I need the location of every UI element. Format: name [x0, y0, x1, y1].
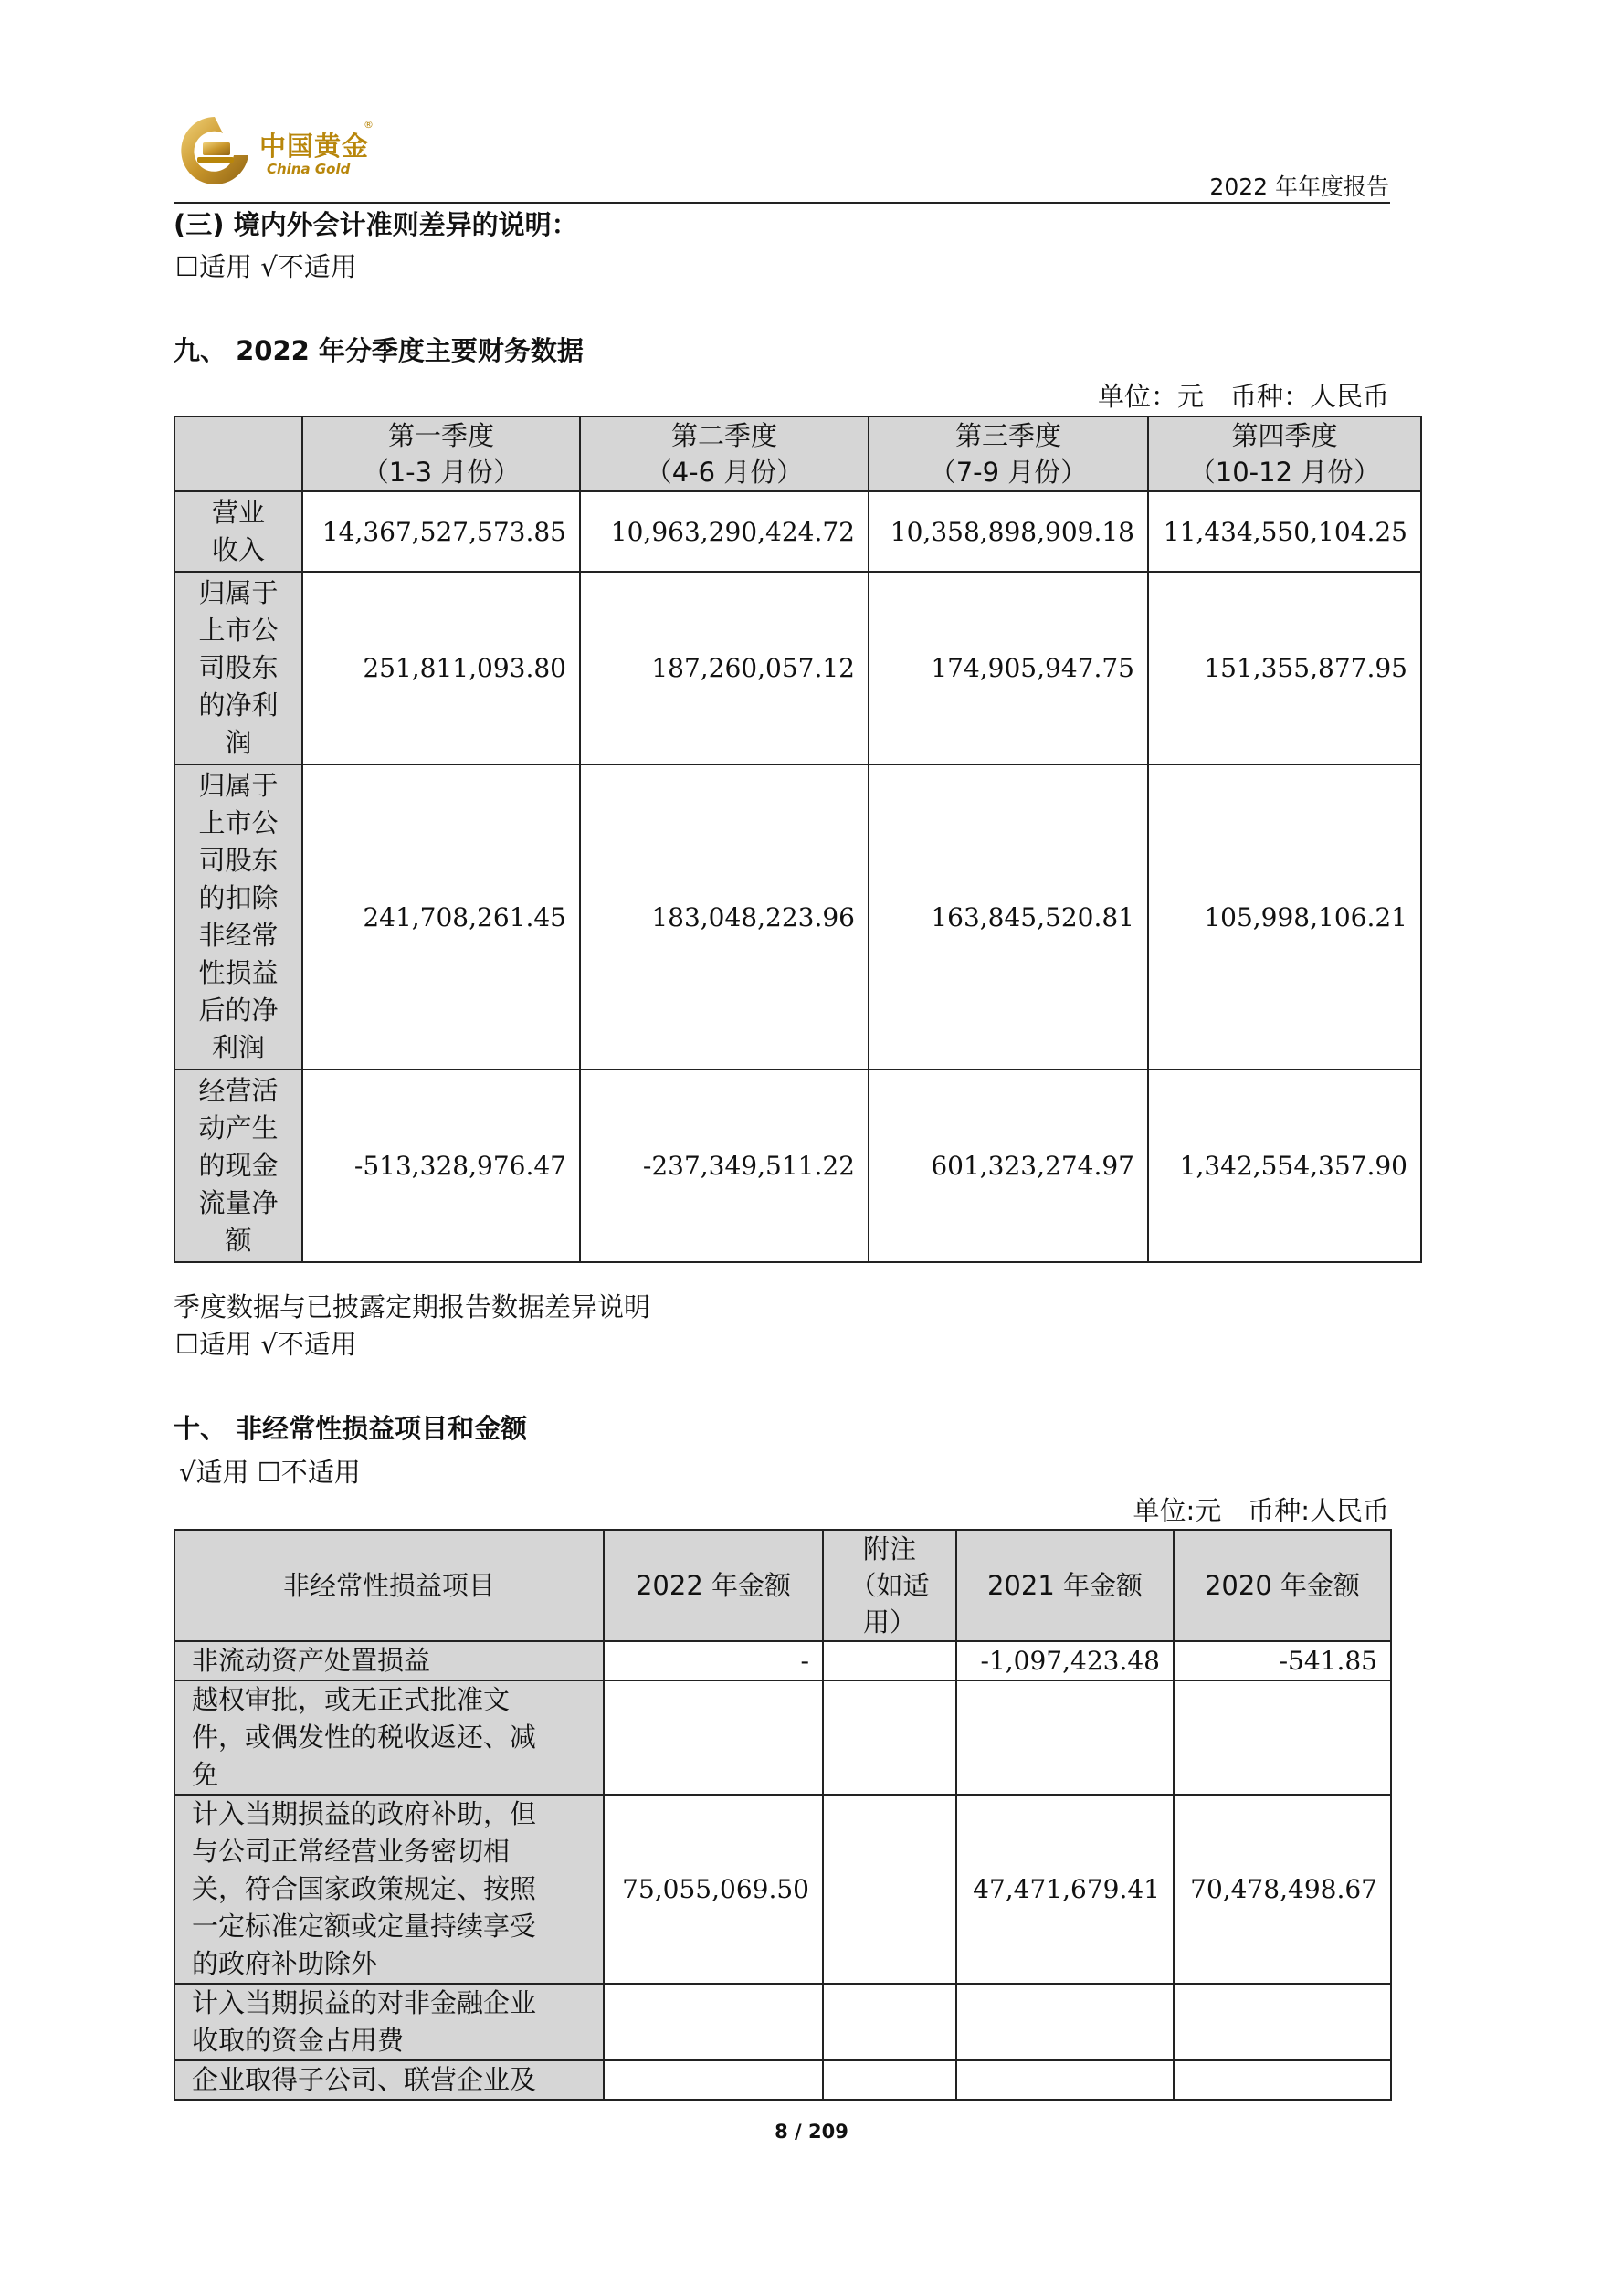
quarter-name: 第二季度	[670, 420, 777, 451]
items-header-row	[174, 1530, 1391, 1641]
row-label-line: 归属于	[198, 577, 279, 608]
non-recurring-items-table	[174, 1529, 1392, 2101]
quarter-name: 第一季度	[387, 420, 494, 451]
amount-2020	[1174, 1984, 1391, 2060]
row-label-line: 归属于	[198, 770, 279, 801]
amount-2020	[1174, 1680, 1391, 1795]
quarter-value-q4: 1,342,554,357.90	[1148, 1069, 1421, 1262]
quarter-header-2	[580, 416, 869, 491]
row-label-line: 营业	[211, 497, 265, 528]
quarterly-financial-table	[174, 416, 1422, 1263]
row-label-line: 性损益	[198, 957, 279, 988]
quarter-data-row	[174, 1069, 1421, 1262]
sec9-note: 季度数据与已披露定期报告数据差异说明	[174, 1291, 651, 1322]
item-row	[174, 1795, 1391, 1984]
quarter-months: （7-9 月份）	[929, 457, 1088, 488]
amount-2021: 47,471,679.41	[956, 1795, 1174, 1984]
quarter-value-q2: -237,349,511.22	[580, 1069, 869, 1262]
item-row	[174, 1641, 1391, 1680]
quarter-value-q4: 151,355,877.95	[1148, 572, 1421, 764]
sec9-heading: 九、 2022 年分季度主要财务数据	[174, 335, 584, 366]
sec3-applicability: ☐适用 √不适用	[175, 251, 357, 282]
amount-2020: 70,478,498.67	[1174, 1795, 1391, 1984]
amount-2021	[956, 1984, 1174, 2060]
quarter-name: 第四季度	[1231, 420, 1338, 451]
quarter-value-q3: 601,323,274.97	[869, 1069, 1148, 1262]
item-label-line: 与公司正常经营业务密切相	[192, 1836, 511, 1867]
amount-2022	[604, 1984, 823, 2060]
row-label-line: 上市公	[198, 807, 279, 838]
header-divider	[174, 202, 1390, 204]
logo-english-name: China Gold	[267, 161, 351, 177]
row-label-line: 额	[225, 1225, 252, 1256]
quarter-value-q2: 187,260,057.12	[580, 572, 869, 764]
quarter-data-row	[174, 491, 1421, 572]
amount-2021: -1,097,423.48	[956, 1641, 1174, 1680]
sec10-applicability: √适用 ☐不适用	[179, 1457, 361, 1488]
row-label-line: 的扣除	[198, 882, 279, 913]
row-label-line: 司股东	[198, 652, 279, 683]
quarter-value-q1: -513,328,976.47	[302, 1069, 580, 1262]
note-cell	[823, 1641, 956, 1680]
row-label-line: 收入	[211, 534, 265, 565]
row-label	[174, 572, 302, 764]
item-label-line: 的政府补助除外	[192, 1948, 378, 1979]
registered-mark: ®	[364, 119, 374, 131]
china-gold-logo	[175, 108, 385, 199]
row-label-line: 的现金	[198, 1150, 279, 1181]
header-2022: 2022 年金额	[604, 1530, 823, 1641]
item-label-line: 计入当期损益的对非金融企业	[192, 1987, 537, 2018]
row-label-line: 的净利	[198, 690, 279, 721]
item-row	[174, 1680, 1391, 1795]
item-label-line: 非流动资产处置损益	[192, 1645, 431, 1676]
row-label	[174, 1069, 302, 1262]
quarter-header-1	[302, 416, 580, 491]
quarter-value-q3: 10,358,898,909.18	[869, 491, 1148, 572]
amount-2020	[1174, 2060, 1391, 2100]
quarter-value-q3: 174,905,947.75	[869, 572, 1148, 764]
item-label	[174, 2060, 604, 2100]
item-row	[174, 1984, 1391, 2060]
note-cell	[823, 1795, 956, 1984]
quarter-data-row	[174, 572, 1421, 764]
sec9-note-applicability: ☐适用 √不适用	[175, 1329, 357, 1360]
item-label	[174, 1680, 604, 1795]
header-note	[823, 1530, 956, 1641]
row-label	[174, 764, 302, 1069]
amount-2022	[604, 2060, 823, 2100]
item-label-line: 一定标准定额或定量持续享受	[192, 1911, 537, 1942]
quarter-months: （4-6 月份）	[645, 457, 804, 488]
header-note-line: （如适	[849, 1570, 930, 1601]
header-item: 非经常性损益项目	[174, 1530, 604, 1641]
note-cell	[823, 1984, 956, 2060]
page-number: 8 / 209	[775, 2121, 848, 2143]
quarter-data-row	[174, 764, 1421, 1069]
item-label	[174, 1795, 604, 1984]
amount-2022: -	[604, 1641, 823, 1680]
row-label-line: 利润	[211, 1032, 265, 1063]
row-label-line: 流量净	[198, 1187, 279, 1218]
sec10-unit: 单位:元 币种:人民币	[1133, 1495, 1389, 1526]
item-label	[174, 1641, 604, 1680]
item-label-line: 关，符合国家政策规定、按照	[192, 1873, 537, 1904]
amount-2022: 75,055,069.50	[604, 1795, 823, 1984]
header-2021: 2021 年金额	[956, 1530, 1174, 1641]
item-label-line: 企业取得子公司、联营企业及	[192, 2064, 537, 2095]
note-cell	[823, 2060, 956, 2100]
corner-cell	[174, 416, 302, 491]
quarter-months: （10-12 月份）	[1188, 457, 1381, 488]
quarter-months: （1-3 月份）	[362, 457, 521, 488]
sec3-heading: (三) 境内外会计准则差异的说明：	[174, 209, 578, 240]
quarter-header-4	[1148, 416, 1421, 491]
amount-2020: -541.85	[1174, 1641, 1391, 1680]
quarter-value-q3: 163,845,520.81	[869, 764, 1148, 1069]
quarter-value-q4: 11,434,550,104.25	[1148, 491, 1421, 572]
amount-2021	[956, 1680, 1174, 1795]
quarter-value-q1: 251,811,093.80	[302, 572, 580, 764]
row-label-line: 动产生	[198, 1112, 279, 1143]
quarter-value-q1: 14,367,527,573.85	[302, 491, 580, 572]
header-note-line: 用）	[862, 1606, 916, 1638]
header-2020: 2020 年金额	[1174, 1530, 1391, 1641]
row-label	[174, 491, 302, 572]
quarter-name: 第三季度	[954, 420, 1061, 451]
row-label-line: 非经常	[198, 920, 279, 951]
item-row	[174, 2060, 1391, 2100]
report-title: 2022 年年度报告	[1209, 174, 1389, 200]
item-label-line: 收取的资金占用费	[192, 2025, 405, 2056]
item-label	[174, 1984, 604, 2060]
row-label-line: 润	[225, 727, 252, 758]
amount-2022	[604, 1680, 823, 1795]
quarter-value-q2: 10,963,290,424.72	[580, 491, 869, 572]
item-label-line: 件，或偶发性的税收返还、减	[192, 1722, 537, 1753]
item-label-line: 免	[192, 1759, 219, 1790]
note-cell	[823, 1680, 956, 1795]
quarter-header-3	[869, 416, 1148, 491]
logo-chinese-name: 中国黄金	[259, 131, 370, 162]
china-gold-emblem-icon	[175, 111, 254, 190]
sec10-heading: 十、 非经常性损益项目和金额	[174, 1413, 528, 1444]
amount-2021	[956, 2060, 1174, 2100]
quarter-value-q4: 105,998,106.21	[1148, 764, 1421, 1069]
item-label-line: 越权审批，或无正式批准文	[192, 1684, 511, 1715]
row-label-line: 后的净	[198, 995, 279, 1026]
sec9-unit: 单位：元 币种：人民币	[1097, 381, 1389, 412]
quarter-value-q2: 183,048,223.96	[580, 764, 869, 1069]
header-note-line: 附注	[862, 1533, 916, 1564]
row-label-line: 上市公	[198, 615, 279, 646]
row-label-line: 司股东	[198, 845, 279, 876]
item-label-line: 计入当期损益的政府补助，但	[192, 1798, 537, 1829]
row-label-line: 经营活	[198, 1075, 279, 1106]
quarter-header-row	[174, 416, 1421, 491]
quarter-value-q1: 241,708,261.45	[302, 764, 580, 1069]
